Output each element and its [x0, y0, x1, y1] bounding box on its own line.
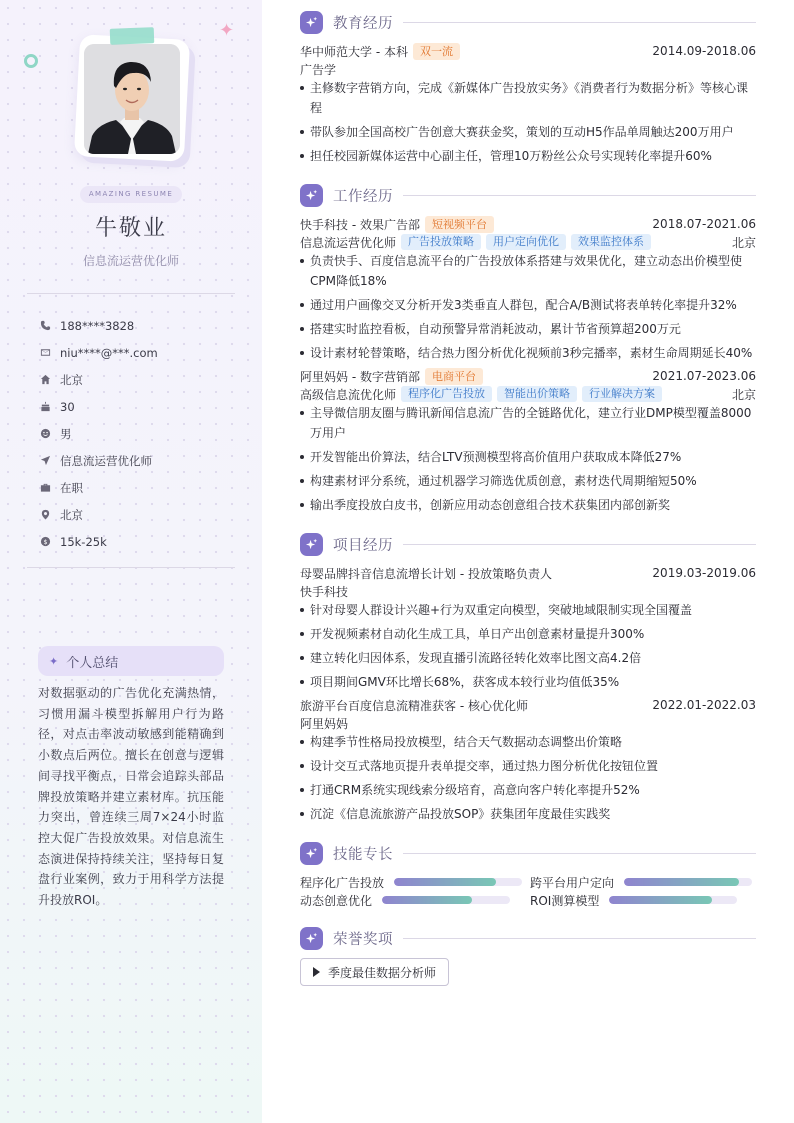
skill-row	[300, 891, 756, 909]
job-position-row	[300, 385, 756, 403]
info-value: 在职	[60, 480, 83, 495]
cake-icon	[40, 400, 60, 414]
job-bullets	[300, 251, 756, 367]
list-item: 通过用户画像交叉分析开发3类垂直人群包，配合A/B测试将表单转化率提升32%	[300, 295, 756, 315]
info-home	[40, 366, 240, 393]
section-work-header	[300, 183, 756, 207]
list-item: 构建素材评分系统，通过机器学习筛选优质创意，素材迭代周期缩短50%	[300, 471, 756, 491]
info-value: 男	[60, 426, 72, 441]
resume-tagline: AMAZING RESUME	[80, 186, 182, 203]
info-value: 北京	[60, 372, 83, 387]
list-item: 输出季度投放白皮书，创新应用动态创意组合技术获集团内部创新奖	[300, 495, 756, 515]
list-item: 项目期间GMV环比增长68%，获客成本较行业均值低35%	[300, 672, 756, 692]
info-email	[40, 339, 240, 366]
major-row	[300, 60, 756, 78]
project-period: 2022.01-2022.03	[652, 698, 756, 712]
sparkle-icon	[300, 184, 323, 207]
skill-tag: 用户定向优化	[486, 234, 566, 250]
section-rule	[403, 544, 756, 545]
photo-tape	[110, 27, 155, 45]
skill-name: 跨平台用户定向	[530, 875, 615, 890]
skill-level-bar	[394, 878, 522, 886]
info-location	[40, 501, 240, 528]
job-company: 阿里妈妈 - 数字营销部	[300, 369, 420, 384]
school-tag: 双一流	[413, 43, 460, 60]
list-item: 针对母婴人群设计兴趣+行为双重定向模型，突破地域限制实现全国覆盖	[300, 600, 756, 620]
list-item: 主导微信朋友圈与腾讯新闻信息流广告的全链路优化，建立行业DMP模型覆盖8000万用户	[300, 403, 756, 443]
list-item: 沉淀《信息流旅游产品投放SOP》获集团年度最佳实践奖	[300, 804, 756, 824]
list-item: 带队参加全国高校广告创意大赛获金奖，策划的互动H5作品单周触达200万用户	[300, 122, 756, 142]
skill-name: 动态创意优化	[300, 893, 373, 908]
section-rule	[403, 195, 756, 196]
list-item: 构建季节性格局投放模型，结合天气数据动态调整出价策略	[300, 732, 756, 752]
info-value: 北京	[60, 507, 83, 522]
svg-text:$: $	[43, 537, 48, 546]
project-org: 阿里妈妈	[300, 716, 349, 731]
info-value: 15k-25k	[60, 534, 107, 549]
project-name: 旅游平台百度信息流精准获客 - 核心优化师	[300, 698, 528, 713]
skill-level-fill	[382, 896, 472, 904]
skill-tag: 程序化广告投放	[401, 386, 492, 402]
job-bullets	[300, 403, 756, 519]
list-item: 设计交互式落地页提升表单提交率，通过热力图分析优化按钮位置	[300, 756, 756, 776]
list-item: 开发视频素材自动化生成工具，单日产出创意素材量提升300%	[300, 624, 756, 644]
school-name: 华中师范大学 - 本科	[300, 44, 408, 59]
skill-row	[300, 873, 756, 891]
skill-item	[300, 873, 522, 891]
summary-title: 个人总结	[66, 655, 119, 671]
section-title: 工作经历	[333, 188, 393, 205]
section-title: 技能专长	[333, 846, 393, 863]
decorative-ring	[24, 54, 38, 68]
list-item: 负责快手、百度信息流平台的广告投放体系搭建与效果优化，建立动态出价模型使CPM降低18%	[300, 251, 756, 291]
education-period: 2014.09-2018.06	[652, 44, 756, 58]
info-gender	[40, 420, 240, 447]
skill-tag: 广告投放策略	[401, 234, 481, 250]
summary-text: 对数据驱动的广告优化充满热情，习惯用漏斗模型拆解用户行为路径，对点击率波动敏感到能精确到小数点后两位。擅长在创意与逻辑间寻找平衡点，日常会追踪头部品牌投放策略并建立素材库。抗压能力突出，曾连续三周7×24小时监控大促广告投放效果。对信息流生态演进保持持续关注，坚持每日复盘行业案例，致力于用科学方法提升投放ROI。	[38, 686, 224, 908]
company-tag: 短视频平台	[425, 216, 494, 233]
info-status	[40, 474, 240, 501]
divider	[27, 567, 235, 568]
project-period: 2019.03-2019.06	[652, 566, 756, 580]
project-row	[300, 696, 756, 714]
sparkle-icon	[300, 11, 323, 34]
info-value: 信息流运营优化师	[60, 453, 152, 468]
phone-icon	[40, 319, 60, 333]
info-phone	[40, 312, 240, 339]
skill-tag: 行业解决方案	[582, 386, 662, 402]
project-bullets	[300, 732, 756, 828]
major: 广告学	[300, 62, 337, 77]
job-period: 2021.07-2023.06	[652, 369, 756, 383]
home-icon	[40, 373, 60, 387]
section-rule	[403, 938, 756, 939]
briefcase-icon	[40, 481, 60, 495]
info-target-role	[40, 447, 240, 474]
summary-header	[38, 646, 224, 676]
skill-item	[300, 891, 510, 909]
skill-level-fill	[609, 896, 711, 904]
section-rule	[403, 853, 756, 854]
section-title: 荣誉奖项	[333, 931, 393, 948]
project-org: 快手科技	[300, 584, 349, 599]
mail-icon	[40, 346, 60, 360]
job-row	[300, 215, 756, 233]
skill-level-bar	[624, 878, 752, 886]
candidate-role: 信息流运营优化师	[82, 254, 179, 268]
skill-level-fill	[394, 878, 496, 886]
sparkle-icon: ✦	[219, 20, 235, 41]
section-projects-header	[300, 532, 756, 556]
skill-name: 程序化广告投放	[300, 875, 385, 890]
project-org-row	[300, 714, 756, 732]
list-item: 建立转化归因体系，发现直播引流路径转化效率比图文高4.2倍	[300, 648, 756, 668]
company-tag: 电商平台	[425, 368, 483, 385]
skill-level-fill	[624, 878, 739, 886]
job-city: 北京	[731, 235, 756, 250]
list-item: 主修数字营销方向，完成《新媒体广告投放实务》《消费者行为数据分析》等核心课程	[300, 78, 756, 118]
project-row	[300, 564, 756, 582]
list-item: 打通CRM系统实现线索分级培育，高意向客户转化率提升52%	[300, 780, 756, 800]
education-row	[300, 42, 756, 60]
sidebar	[0, 0, 262, 1123]
info-salary	[40, 528, 240, 555]
avatar	[84, 44, 180, 154]
sparkle-icon	[300, 927, 323, 950]
section-rule	[403, 22, 756, 23]
section-title: 项目经历	[333, 537, 393, 554]
sparkle-icon	[300, 533, 323, 556]
divider	[27, 293, 235, 294]
skill-tag: 智能出价策略	[497, 386, 577, 402]
info-age	[40, 393, 240, 420]
sparkle-icon: ✦	[49, 654, 59, 668]
skill-level-bar	[382, 896, 510, 904]
info-value: 30	[60, 399, 75, 414]
skill-item	[530, 873, 752, 891]
candidate-name: 牛敬业	[94, 216, 167, 241]
play-triangle-icon	[313, 967, 320, 977]
section-education-header	[300, 10, 756, 34]
award-name: 季度最佳数据分析师	[328, 965, 437, 980]
list-item: 担任校园新媒体运营中心副主任，管理10万粉丝公众号实现转化率提升60%	[300, 146, 756, 166]
gender-icon	[40, 427, 60, 441]
sparkle-icon	[300, 842, 323, 865]
skill-name: ROI测算模型	[530, 893, 600, 908]
job-position: 高级信息流优化师	[300, 387, 397, 402]
list-item: 开发智能出价算法，结合LTV预测模型将高价值用户获取成本降低27%	[300, 447, 756, 467]
location-pin-icon	[40, 508, 60, 522]
salary-icon	[40, 535, 60, 549]
education-bullets	[300, 78, 756, 170]
send-icon	[40, 454, 60, 468]
info-value: niu****@***.com	[60, 345, 158, 360]
award-badge	[300, 958, 449, 986]
job-company: 快手科技 - 效果广告部	[300, 217, 420, 232]
job-city: 北京	[731, 387, 756, 402]
skill-tag: 效果监控体系	[571, 234, 651, 250]
section-title: 教育经历	[333, 15, 393, 32]
job-row	[300, 367, 756, 385]
job-period: 2018.07-2021.06	[652, 217, 756, 231]
project-name: 母婴品牌抖音信息流增长计划 - 投放策略负责人	[300, 566, 552, 581]
section-skills-header	[300, 841, 756, 865]
skill-level-bar	[609, 896, 737, 904]
info-value: 188****3828	[60, 318, 135, 333]
section-awards-header	[300, 926, 756, 950]
job-position-row	[300, 233, 756, 251]
job-position: 信息流运营优化师	[300, 235, 397, 250]
list-item: 设计素材轮替策略，结合热力图分析优化视频前3秒完播率，素材生命周期延长40%	[300, 343, 756, 363]
skill-item	[530, 891, 737, 909]
project-bullets	[300, 600, 756, 696]
list-item: 搭建实时监控看板，自动预警异常消耗波动，累计节省预算超200万元	[300, 319, 756, 339]
contact-info-list	[40, 312, 240, 555]
project-org-row	[300, 582, 756, 600]
